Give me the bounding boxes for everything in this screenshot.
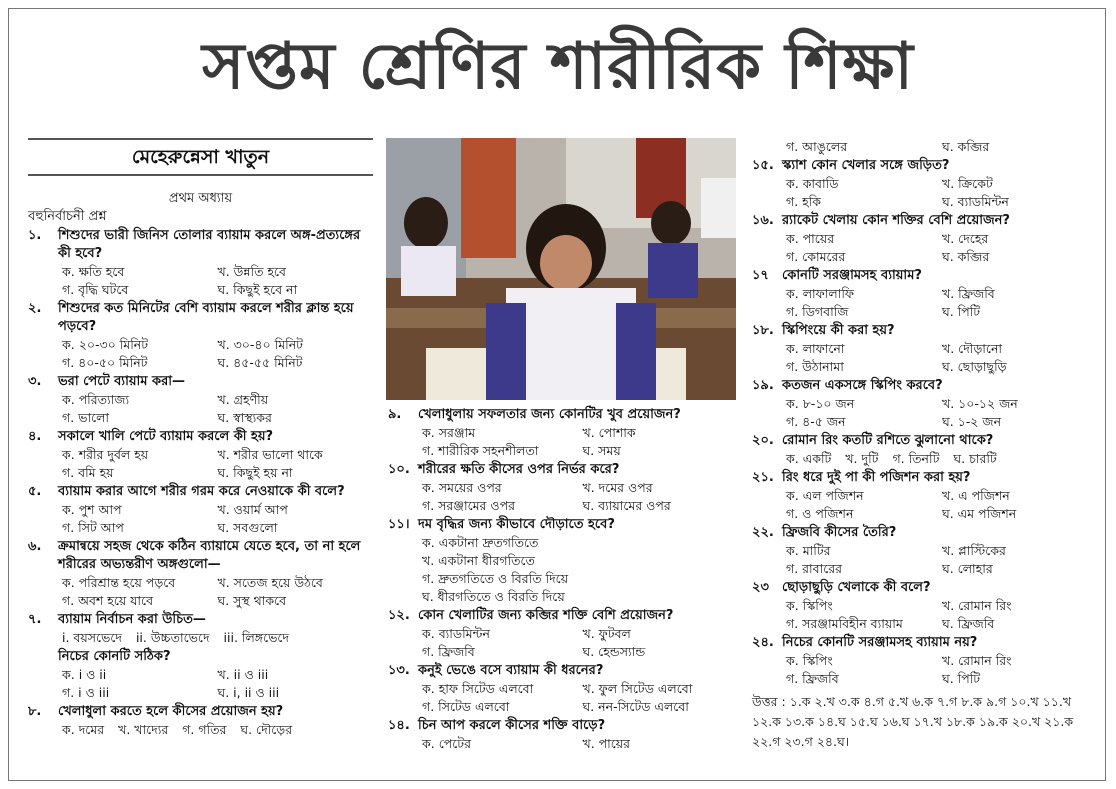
question-number: ৮.	[28, 704, 42, 719]
question-text: ব্যায়াম নির্বাচন করা উচিত—	[58, 612, 206, 627]
question-number: ৯.	[388, 407, 402, 422]
option: গ. উঠানামা	[786, 359, 844, 374]
question-number: ২৪.	[752, 635, 774, 650]
option: খ. প্লাস্টিকের	[942, 543, 1006, 558]
question	[752, 524, 1098, 542]
option: খ. ১০-১২ জন	[942, 396, 1018, 411]
option: ঘ. সুস্থ থাকবে	[217, 593, 287, 608]
option-row	[752, 652, 1098, 670]
question	[752, 377, 1098, 395]
option: ক. এল পজিশন	[786, 488, 864, 503]
page-title: সপ্তম শ্রেণির শারীরিক শিক্ষা	[202, 30, 914, 104]
option: খ. শরীর ভালো থাকে	[217, 447, 323, 462]
question-text: খেলাধুলায় সফলতার জন্য কোনটির খুব প্রয়োজন?	[418, 407, 681, 422]
question-number: ২২.	[752, 525, 774, 540]
option-row	[752, 395, 1098, 413]
option: ক. হাফ সিটেড এলবো	[422, 681, 534, 696]
option-row	[28, 666, 373, 684]
option: ঘ. ছোড়াছুড়ি	[942, 359, 1007, 374]
question	[388, 406, 743, 424]
option: ক. একটি	[786, 451, 832, 466]
question	[388, 662, 743, 680]
question-number: ১৬.	[752, 213, 774, 228]
option: ক. স্কিপিং	[786, 598, 833, 613]
statement: iii. লিঙ্গভেদে	[223, 630, 290, 645]
option-row	[388, 735, 743, 753]
option: খ. ওয়ার্ম আপ	[217, 502, 288, 517]
option: ঘ. লোহার	[942, 561, 993, 576]
option: ঘ. নন-সিটেড এলবো	[582, 699, 689, 714]
option-row	[28, 592, 373, 610]
question	[28, 428, 373, 446]
option: গ. সরঞ্জামের ওপর	[422, 498, 515, 513]
option: ঘ. ৪৫-৫৫ মিনিট	[217, 355, 303, 370]
option: ঘ. কিছুই হয় না	[217, 465, 293, 480]
option: গ. সিট আপ	[62, 520, 124, 535]
option: গ. ফ্রিজবি	[422, 644, 475, 659]
question-text: রোমান রিং কতটি রশিতে ঝুলানো থাকে?	[782, 433, 994, 448]
question-number: ২৩	[752, 580, 769, 595]
option-row	[752, 230, 1098, 248]
option-row	[388, 588, 743, 606]
option-row	[28, 519, 373, 537]
option: গ. রাবারের	[786, 561, 842, 576]
question	[752, 267, 1098, 285]
question-text: নিচের কোনটি সরঞ্জামসহ ব্যায়াম নয়?	[782, 635, 978, 650]
question-text: দম বৃদ্ধির জন্য কীভাবে দৌড়াতে হবে?	[418, 517, 615, 532]
question-number: ১৮.	[752, 323, 774, 338]
option: খ. দুটি	[845, 451, 879, 466]
option: ঘ. সময়	[582, 443, 621, 458]
question	[752, 157, 1098, 175]
option: ঘ. কব্জির	[942, 139, 990, 154]
option: ঘ. হেন্ডস্যান্ড	[582, 644, 646, 659]
question-number: ৫.	[28, 484, 42, 499]
option: ক. লাফালাফি	[786, 286, 855, 301]
column-right	[752, 138, 1098, 752]
question-number: ৩.	[28, 374, 42, 389]
option: ক. মাটির	[786, 543, 831, 558]
option: ক. লাফানো	[786, 341, 845, 356]
option: খ. ফুল সিটেড এলবো	[582, 681, 693, 696]
question-text: কোন খেলাটির জন্য কব্জির শক্তি বেশি প্রয়োজন?	[418, 608, 674, 623]
option: ক. পুশ আপ	[62, 502, 122, 517]
option-row	[28, 501, 373, 519]
question-number: ১.	[28, 228, 42, 243]
answer-key: উত্তর : ১.ক ২.খ ৩.ক ৪.গ ৫.খ ৬.ক ৭.গ ৮.ক ৯.গ ১০.খ ১১.খ ১২.ক ১৩.ক ১৪.ঘ ১৫.ঘ ১৬.ঘ ১৭.খ ১৮.ক ১৯.ক ২০.খ ২১.ক ২২.গ ২৩.গ ২৪.ঘ।	[752, 694, 1074, 749]
question-number: ১৫.	[752, 158, 774, 173]
option-row	[752, 670, 1098, 688]
option: গ. ডিগবাজি	[786, 304, 849, 319]
option: খ. রোমান রিং	[942, 653, 1012, 668]
option: ঘ. ব্যায়ামের ওপর	[582, 498, 671, 513]
statement: i. বয়সভেদে	[62, 630, 122, 645]
option: গ. ফ্রিজবি	[786, 671, 839, 686]
section-heading: বহুনির্বাচনী প্রশ্ন	[28, 209, 107, 224]
option: গ. সিটেড এলবো	[422, 699, 510, 714]
option-row	[752, 340, 1098, 358]
question-text: কতজন একসঙ্গে স্কিপিং করবে?	[782, 378, 943, 393]
option: গ. কোমরের	[786, 249, 846, 264]
question-number: ১২.	[388, 608, 410, 623]
option: ঘ. এম পজিশন	[942, 506, 1017, 521]
option: গ. ৪০-৫০ মিনিট	[62, 355, 148, 370]
question	[388, 516, 743, 534]
question	[752, 634, 1098, 652]
option: খ. পায়ের	[582, 736, 631, 751]
divider	[28, 174, 373, 176]
option-row	[388, 680, 743, 698]
option-row	[388, 570, 743, 588]
option: গ. i ও iii	[62, 685, 110, 700]
option-row	[752, 597, 1098, 615]
question-subprompt	[28, 648, 373, 666]
option: ক. সময়ের ওপর	[422, 480, 502, 495]
option-row	[752, 285, 1098, 303]
option: ক. i ও ii	[62, 667, 107, 682]
option-row	[752, 193, 1098, 211]
option-row	[388, 424, 743, 442]
question-text: শরীরের ক্ষতি কীসের ওপর নির্ভর করে?	[418, 462, 620, 477]
option: গ. তিনটি	[892, 451, 940, 466]
column-middle	[388, 405, 743, 753]
question-number: ১৪.	[388, 718, 410, 733]
option: গ. শারীরিক সহনশীলতা	[422, 443, 539, 458]
question	[752, 212, 1098, 230]
option: গ. আঙুলের	[786, 139, 848, 154]
option-row	[752, 358, 1098, 376]
question	[28, 300, 373, 336]
question-number: ১৩.	[388, 663, 410, 678]
option-row	[752, 560, 1098, 578]
option: খ. দৌড়ানো	[942, 341, 1003, 356]
question	[28, 373, 373, 391]
option-row	[28, 446, 373, 464]
option: খ. রোমান রিং	[942, 598, 1012, 613]
option: খ. দমের ওপর	[582, 480, 653, 495]
option: ক. ২০-৩০ মিনিট	[62, 337, 149, 352]
option-row	[28, 409, 373, 427]
question-text: স্কিপিংয়ে কী করা হয়?	[782, 323, 895, 338]
author-name: মেহেরুন্নেসা খাতুন	[131, 146, 270, 168]
option-row	[752, 248, 1098, 266]
option-row	[752, 303, 1098, 321]
option: ক. পেটের	[422, 736, 471, 751]
option-row	[388, 552, 743, 570]
question-text: খেলাধুলা করতে হলে কীসের প্রয়োজন হয়?	[58, 704, 284, 719]
option: গ. ভালো	[62, 410, 110, 425]
question-text: ভরা পেটে ব্যায়াম করা—	[58, 374, 186, 389]
question-text: সকালে খালি পেটে ব্যায়াম করলে কী হয়?	[58, 429, 274, 444]
option-row	[388, 625, 743, 643]
option: ক. পরিশ্রান্ত হয়ে পড়বে	[62, 575, 176, 590]
option: খ. এ পজিশন	[942, 488, 1010, 503]
option: ঘ. ফ্রিজবি	[942, 616, 995, 631]
option: গ. বৃদ্ধি ঘটবে	[62, 282, 129, 297]
option: ঘ. সবগুলো	[217, 520, 278, 535]
option-row	[388, 698, 743, 716]
option: ঘ. চারটি	[953, 451, 997, 466]
option: গ. বমি হয়	[62, 465, 114, 480]
question	[28, 611, 373, 629]
question-number: ১৯.	[752, 378, 774, 393]
option-row	[752, 450, 1098, 468]
question-text: ক্রমান্বয়ে সহজ থেকে কঠিন ব্যায়ামে যেতে হবে, তা না হলে শরীরের অভ্যন্তরীণ অঙ্গগুলো—	[58, 539, 361, 572]
option-row	[28, 336, 373, 354]
option-row	[752, 542, 1098, 560]
option-row	[388, 442, 743, 460]
option-row	[752, 138, 1098, 156]
option: খ. ক্রিকেট	[942, 176, 993, 191]
option: ঘ. পিটি	[942, 304, 981, 319]
question	[388, 717, 743, 735]
option: খ. দেহের	[942, 231, 989, 246]
question-text: শিশুদের ভারী জিনিস তোলার ব্যায়াম করলে অঙ্গ-প্রত্যঙ্গের কী হবে?	[58, 228, 361, 261]
option-row	[752, 175, 1098, 193]
option: খ. উন্নতি হবে	[217, 264, 287, 279]
option: ঘ. ১-২ জন	[942, 414, 1002, 429]
option: ক. ৮-১০ জন	[786, 396, 855, 411]
chapter-heading: প্রথম অধ্যায়	[168, 191, 233, 206]
question	[28, 227, 373, 263]
option: ক. স্কিপিং	[786, 653, 833, 668]
question-text: রিং ধরে দুই পা কী পজিশন করা হয়?	[782, 470, 971, 485]
question-number: ২০.	[752, 433, 774, 448]
option: খ. গ্রহণীয়	[217, 392, 269, 407]
option: গ. গতির	[182, 722, 227, 737]
option-row	[28, 354, 373, 372]
option-row	[28, 391, 373, 409]
option: খ. খাদ্যের	[118, 722, 169, 737]
question	[388, 607, 743, 625]
question	[388, 461, 743, 479]
question	[752, 579, 1098, 597]
question-number: ১৭	[752, 268, 769, 283]
option: গ. দ্রুতগতিতে ও বিরতি দিয়ে	[422, 571, 569, 586]
question	[28, 538, 373, 574]
option-row	[388, 497, 743, 515]
option: খ. ii ও iii	[217, 667, 269, 682]
question	[752, 432, 1098, 450]
option: ক. শরীর দুর্বল হয়	[62, 447, 149, 462]
option: ঘ. ধীরগতিতে ও বিরতি দিয়ে	[422, 589, 565, 604]
option-row	[752, 505, 1098, 523]
option-row	[28, 684, 373, 702]
option: খ. ৩০-৪০ মিনিট	[217, 337, 303, 352]
option: খ. সতেজ হয়ে উঠবে	[217, 575, 323, 590]
option: ঘ. কব্জির	[942, 249, 990, 264]
option: ক. পরিত্যাজ্য	[62, 392, 130, 407]
question-text: চিন আপ করলে কীসের শক্তি বাড়ে?	[418, 718, 606, 733]
question-number: ৭.	[28, 612, 42, 627]
option: ঘ. পিটি	[942, 671, 981, 686]
option-row	[28, 281, 373, 299]
option-row	[752, 413, 1098, 431]
question-text: নিচের কোনটি সঠিক?	[58, 649, 171, 664]
question-text: কনুই ভেঙে বসে ব্যায়াম কী ধরনের?	[418, 663, 604, 678]
option: গ. ৪-৫ জন	[786, 414, 846, 429]
question	[28, 483, 373, 501]
question	[28, 703, 373, 721]
option: খ. পোশাক	[582, 425, 636, 440]
question-number: ৬.	[28, 539, 42, 554]
option: ক. পায়ের	[786, 231, 835, 246]
option-row	[752, 487, 1098, 505]
question	[752, 322, 1098, 340]
option: ঘ. স্বাস্থ্যকর	[217, 410, 272, 425]
option-row	[28, 574, 373, 592]
question-text: ফ্রিজবি কীসের তৈরি?	[782, 525, 897, 540]
question-number: ৪.	[28, 429, 42, 444]
option-row	[28, 464, 373, 482]
option: ঘ. ব্যাডমিন্টন	[942, 194, 1009, 209]
question	[752, 469, 1098, 487]
option: ঘ. i, ii ও iii	[217, 685, 280, 700]
option-row	[388, 643, 743, 661]
question-number: ১১।	[388, 517, 410, 532]
question-text: স্ক্যাশ কোন খেলার সঙ্গে জড়িত?	[782, 158, 950, 173]
question-number: ২.	[28, 301, 42, 316]
option: ক. কাবাডি	[786, 176, 839, 191]
question-number: ১০.	[388, 462, 410, 477]
option: খ. ফ্রিজবি	[942, 286, 995, 301]
option: খ. ফুটবল	[582, 626, 631, 641]
option-row	[752, 615, 1098, 633]
option: ক. দমের	[62, 722, 105, 737]
statement: ii. উচ্চতাভেদে	[135, 630, 210, 645]
option-row	[28, 263, 373, 281]
question-text: ব্যায়াম করার আগে শরীর গরম করে নেওয়াকে কী বলে?	[58, 484, 345, 499]
option: গ. সরঞ্জামবিহীন ব্যায়াম	[786, 616, 903, 631]
question-text: ছোড়াছুড়ি খেলাকে কী বলে?	[782, 580, 931, 595]
option: ক. সরঞ্জাম	[422, 425, 476, 440]
option: ক. ক্ষতি হবে	[62, 264, 125, 279]
option-row	[28, 721, 373, 739]
option: ঘ. কিছুই হবে না	[217, 282, 298, 297]
question-text: শিশুদের কত মিনিটের বেশি ব্যায়াম করলে শরীর ক্লান্ত হয়ে পড়বে?	[58, 301, 354, 334]
option-row	[388, 534, 743, 552]
students-exam-photo	[386, 138, 736, 400]
column-left	[28, 138, 373, 739]
option-row	[388, 479, 743, 497]
option: ক. একটানা দ্রুতগতিতে	[422, 535, 539, 550]
option: ঘ. দৌড়ের	[240, 722, 293, 737]
question-number: ২১.	[752, 470, 774, 485]
option: খ. একটানা ধীরগতিতে	[422, 553, 535, 568]
statement-row	[28, 629, 373, 647]
option: ক. ব্যাডমিন্টন	[422, 626, 490, 641]
option: গ. অবশ হয়ে যাবে	[62, 593, 154, 608]
question-text: কোনটি সরঞ্জামসহ ব্যায়াম?	[782, 268, 922, 283]
question-text: র‍্যাকেট খেলায় কোন শক্তির বেশি প্রয়োজন?	[782, 213, 1010, 228]
option: গ. ও পজিশন	[786, 506, 854, 521]
option: গ. হকি	[786, 194, 822, 209]
